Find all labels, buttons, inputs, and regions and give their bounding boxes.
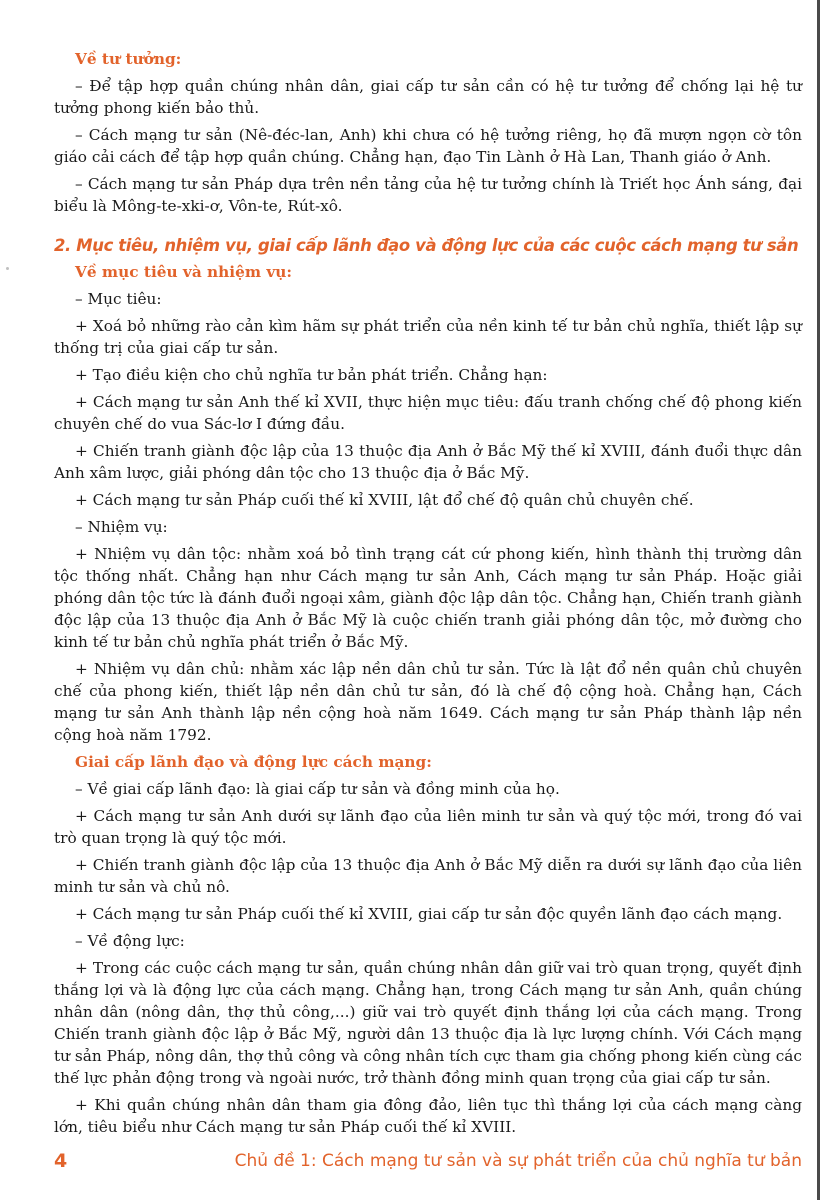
paragraph: + Tạo điều kiện cho chủ nghĩa tư bản phát triển. Chẳng hạn: <box>75 366 548 384</box>
paragraph: + Xoá bỏ những rào cản kìm hãm sự phát triển của nền kinh tế tư bản chủ nghĩa, thiết lập sự thống trị của giai cấp tư sản. <box>54 317 802 357</box>
subheading-giai-cap-lanh-dao: Giai cấp lãnh đạo và động lực cách mạng: <box>75 753 432 771</box>
paragraph: – Cách mạng tư sản (Nê-đéc-lan, Anh) khi chưa có hệ tưởng riêng, họ đã mượn ngọn cờ tôn giáo cải cách để tập hợp quần chúng. Chẳng hạn, đạo Tin Lành ở Hà Lan, Thanh giáo ở Anh. <box>54 126 802 166</box>
paragraph: + Cách mạng tư sản Pháp cuối thế kỉ XVIII, lật đổ chế độ quân chủ chuyên chế. <box>75 491 694 509</box>
paragraph: + Chiến tranh giành độc lập của 13 thuộc địa Anh ở Bắc Mỹ diễn ra dưới sự lãnh đạo của liên minh tư sản và chủ nô. <box>54 856 802 896</box>
paragraph: – Nhiệm vụ: <box>75 518 168 536</box>
paragraph: + Khi quần chúng nhân dân tham gia đông đảo, liên tục thì thắng lợi của cách mạng càng lớn, tiêu biểu như Cách mạng tư sản Pháp cuối thế kỉ XVIII. <box>54 1096 802 1136</box>
paragraph: + Nhiệm vụ dân tộc: nhằm xoá bỏ tình trạng cát cứ phong kiến, hình thành thị trường dân tộc thống nhất. Chẳng hạn như Cách mạng tư sản Anh, Cách mạng tư sản Pháp. Hoặc giải phóng dân tộc tức là đánh đuổi ngoại xâm, giành độc lập dân tộc. Chẳng hạn, Chiến tranh giành độc lập của 13 thuộc địa Anh ở Bắc Mỹ là cuộc chiến tranh giải phóng dân tộc, mở đường cho kinh tế tư bản chủ nghĩa phát triển ở Bắc Mỹ. <box>54 545 802 651</box>
footer-title: Chủ đề 1: Cách mạng tư sản và sự phát triển của chủ nghĩa tư bản <box>234 1151 802 1171</box>
section-title: 2. Mục tiêu, nhiệm vụ, giai cấp lãnh đạo và động lực của các cuộc cách mạng tư sản <box>54 236 799 255</box>
paragraph: – Về giai cấp lãnh đạo: là giai cấp tư sản và đồng minh của họ. <box>75 780 560 798</box>
subheading-ve-tu-tuong: Về tư tưởng: <box>75 50 182 68</box>
paragraph: – Mục tiêu: <box>75 290 162 308</box>
paragraph: + Trong các cuộc cách mạng tư sản, quần chúng nhân dân giữ vai trò quan trọng, quyết định thắng lợi và là động lực của cách mạng. Chẳng hạn, trong Cách mạng tư sản Anh, quần chúng nhân dân (nông dân, thợ thủ công,...) giữ vai trò quyết định thắng lợi của cách mạng. Trong Chiến tranh giành độc lập ở Bắc Mỹ, người dân 13 thuộc địa là lực lượng chính. Với Cách mạng tư sản Pháp, nông dân, thợ thủ công và công nhân tích cực tham gia chống phong kiến cùng các thế lực phản động trong và ngoài nước, trở thành đồng minh quan trọng của giai cấp tư sản. <box>54 959 802 1087</box>
paragraph: + Nhiệm vụ dân chủ: nhằm xác lập nền dân chủ tư sản. Tức là lật đổ nền quân chủ chuyên chế của phong kiến, thiết lập nền dân chủ tư sản, đó là chế độ cộng hoà. Chẳng hạn, Cách mạng tư sản Anh thành lập nền cộng hoà năm 1649. Cách mạng tư sản Pháp thành lập nền cộng hoà năm 1792. <box>54 660 802 744</box>
paragraph: + Cách mạng tư sản Anh thế kỉ XVII, thực hiện mục tiêu: đấu tranh chống chế độ phong kiến chuyên chế do vua Sác-lơ I đứng đầu. <box>54 393 802 433</box>
subheading-muc-tieu-nhiem-vu: Về mục tiêu và nhiệm vụ: <box>75 263 293 281</box>
paragraph: + Cách mạng tư sản Anh dưới sự lãnh đạo của liên minh tư sản và quý tộc mới, trong đó vai trò quan trọng là quý tộc mới. <box>54 807 802 847</box>
page-number: 4 <box>54 1150 68 1172</box>
paragraph: + Chiến tranh giành độc lập của 13 thuộc địa Anh ở Bắc Mỹ thế kỉ XVIII, đánh đuổi thực dân Anh xâm lược, giải phóng dân tộc cho 13 thuộc địa ở Bắc Mỹ. <box>54 442 802 482</box>
paragraph: – Cách mạng tư sản Pháp dựa trên nền tảng của hệ tư tưởng chính là Triết học Ánh sáng, đại biểu là Mông-te-xki-ơ, Vôn-te, Rút-xô. <box>54 175 802 215</box>
page-body <box>54 48 802 1143</box>
paragraph: + Cách mạng tư sản Pháp cuối thế kỉ XVIII, giai cấp tư sản độc quyền lãnh đạo cách mạng. <box>75 905 783 923</box>
paragraph: – Về động lực: <box>75 932 185 950</box>
page-footer <box>54 1150 802 1180</box>
paragraph: – Để tập hợp quần chúng nhân dân, giai cấp tư sản cần có hệ tư tưởng để chống lại hệ tư tưởng phong kiến bảo thủ. <box>54 77 802 117</box>
scan-speck <box>6 267 9 270</box>
